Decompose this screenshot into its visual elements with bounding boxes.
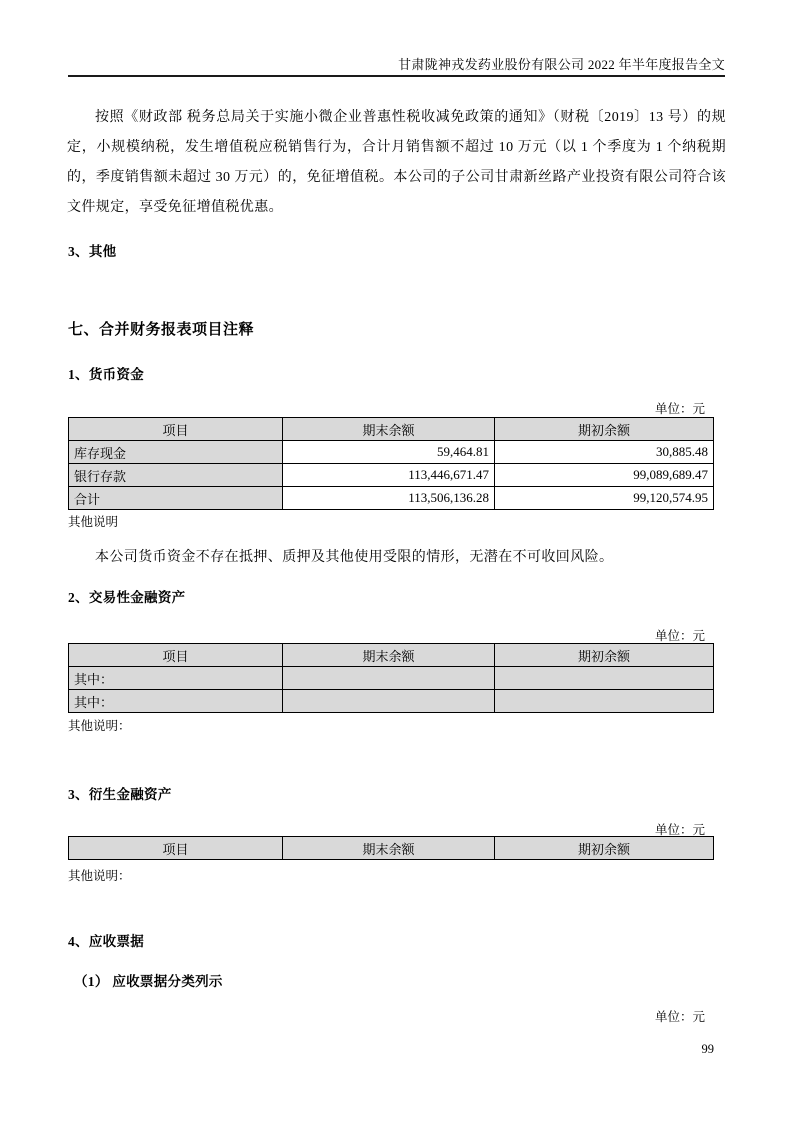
cell-ending-balance: 113,506,136.28 <box>283 487 495 510</box>
column-header-beginning-balance: 期初余额 <box>495 418 714 441</box>
cell-beginning-balance: 99,089,689.47 <box>495 464 714 487</box>
unit-label: 单位：元 <box>654 823 705 837</box>
unit-label: 单位：元 <box>654 402 705 416</box>
column-header-beginning-balance: 期初余额 <box>495 644 714 667</box>
table-header-row <box>69 837 714 860</box>
section-heading-notes-receivable: 4、应收票据 <box>68 934 145 949</box>
subsection-heading-notes-receivable-classification: （1） 应收票据分类列示 <box>74 974 223 989</box>
table-row <box>69 464 714 487</box>
table-header-row <box>69 644 714 667</box>
column-header-ending-balance: 期末余额 <box>283 418 495 441</box>
column-header-item: 项目 <box>69 644 283 667</box>
section-heading-derivative-assets: 3、衍生金融资产 <box>68 787 172 802</box>
unit-label: 单位：元 <box>654 629 705 643</box>
derivative-assets-note-label: 其他说明： <box>68 869 131 883</box>
cell-item: 其中： <box>69 690 283 713</box>
unit-label: 单位：元 <box>654 1010 705 1024</box>
monetary-funds-note: 本公司货币资金不存在抵押、质押及其他使用受限的情形，无潜在不可收回风险。 <box>95 550 614 565</box>
other-note-label: 其他说明 <box>68 515 119 529</box>
section-heading-other: 3、其他 <box>68 244 117 259</box>
cell-item: 库存现金 <box>69 441 283 464</box>
cell-ending-balance: 59,464.81 <box>283 441 495 464</box>
section-heading-trading-assets: 2、交易性金融资产 <box>68 590 186 605</box>
page-header-title: 甘肃陇神戎发药业股份有限公司 2022 年半年度报告全文 <box>398 57 725 72</box>
table-row <box>69 667 714 690</box>
column-header-ending-balance: 期末余额 <box>283 837 495 860</box>
section-heading-monetary-funds: 1、货币资金 <box>68 367 145 382</box>
table-row <box>69 690 714 713</box>
trading-assets-note-label: 其他说明： <box>68 719 131 733</box>
cell-ending-balance <box>283 667 495 690</box>
table-header-row <box>69 418 714 441</box>
section-heading-notes: 七、合并财务报表项目注释 <box>68 322 255 338</box>
cell-beginning-balance <box>495 667 714 690</box>
cell-item: 银行存款 <box>69 464 283 487</box>
column-header-item: 项目 <box>69 837 283 860</box>
trading-assets-table <box>68 643 714 713</box>
cell-beginning-balance: 30,885.48 <box>495 441 714 464</box>
table-row <box>69 441 714 464</box>
table-row <box>69 487 714 510</box>
column-header-ending-balance: 期末余额 <box>283 644 495 667</box>
page-number: 99 <box>701 1042 714 1056</box>
column-header-beginning-balance: 期初余额 <box>495 837 714 860</box>
cell-ending-balance <box>283 690 495 713</box>
cell-beginning-balance: 99,120,574.95 <box>495 487 714 510</box>
cell-beginning-balance <box>495 690 714 713</box>
cell-ending-balance: 113,446,671.47 <box>283 464 495 487</box>
cell-item: 合计 <box>69 487 283 510</box>
monetary-funds-table <box>68 417 714 510</box>
column-header-item: 项目 <box>69 418 283 441</box>
derivative-assets-table <box>68 836 714 860</box>
cell-item: 其中： <box>69 667 283 690</box>
intro-paragraph: 按照《财政部 税务总局关于实施小微企业普惠性税收减免政策的通知》（财税〔2019〕13 号）的规定，小规模纳税，发生增值税应税销售行为，合计月销售额不超过 10 万元（以 1 个季度为 1 个纳税期的，季度销售额未超过 30 万元）的，免征增值税。本公司的子公司甘肃新丝路产业投资有限公司符合该文件规定，享受免征增值税优惠。 <box>67 110 726 215</box>
header-divider <box>68 75 725 77</box>
